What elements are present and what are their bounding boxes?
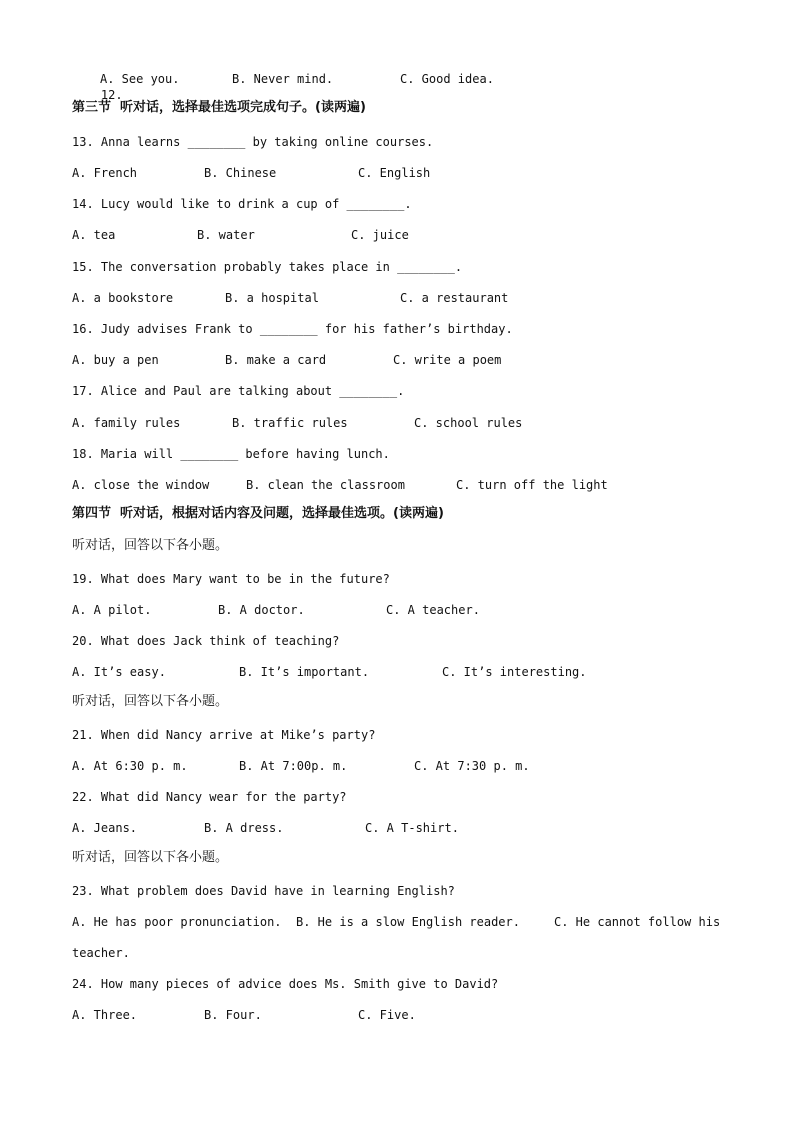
question-22-stem: 22. What did Nancy wear for the party? [72,790,347,804]
option-a: A. tea [72,228,116,242]
question-24-options [72,1007,416,1087]
option-c: C. juice [351,228,409,242]
section-3-heading: 第三节 听对话，选择最佳选项完成句子。(读两遍) [72,100,366,115]
option-a: A. close the window [72,478,210,492]
option-c: C. turn off the light [456,478,608,492]
question-17-stem: 17. Alice and Paul are talking about ________. [72,384,405,398]
question-24-stem: 24. How many pieces of advice does Ms. Smith give to David? [72,977,499,991]
option-b: B. Four. [204,1008,262,1022]
listening-instruction: 听对话，回答以下各小题。 [72,694,229,709]
option-c: C. Good idea. [400,72,494,86]
option-a: A. At 6:30 p. m. [72,759,188,773]
option-c: C. It’s interesting. [442,665,587,679]
question-16-stem: 16. Judy advises Frank to ________ for his father’s birthday. [72,322,513,336]
option-a: A. family rules [72,416,181,430]
listening-instruction: 听对话，回答以下各小题。 [72,538,229,553]
option-a: A. See you. [100,72,180,86]
option-b: B. Never mind. [232,72,334,86]
option-b: B. make a card [225,353,327,367]
option-b: B. a hospital [225,291,319,305]
option-c: C. A teacher. [386,603,480,617]
question-19-stem: 19. What does Mary want to be in the future? [72,572,390,586]
option-a: A. buy a pen [72,353,159,367]
option-a: A. Three. [72,1008,138,1022]
option-b: B. clean the classroom [246,478,405,492]
option-c: C. a restaurant [400,291,509,305]
option-c: C. school rules [414,416,523,430]
option-c: C. A T-shirt. [365,821,459,835]
option-c: C. English [358,166,431,180]
question-18-stem: 18. Maria will ________ before having lunch. [72,447,390,461]
option-b: B. water [197,228,255,242]
listening-instruction: 听对话，回答以下各小题。 [72,850,229,865]
option-b: B. Chinese [204,166,277,180]
question-23-option-c-continued: teacher. [72,946,130,960]
option-c: C. Five. [358,1008,416,1022]
option-b: B. He is a slow English reader. [296,915,520,929]
option-a: A. a bookstore [72,291,174,305]
question-15-stem: 15. The conversation probably takes place in ________. [72,260,463,274]
option-a: A. A pilot. [72,603,152,617]
option-b: B. It’s important. [239,665,370,679]
question-number: 12. [100,88,123,102]
option-c: C. At 7:30 p. m. [414,759,530,773]
option-c: C. write a poem [393,353,502,367]
option-a: A. French [72,166,138,180]
option-b: B. At 7:00p. m. [239,759,348,773]
question-20-stem: 20. What does Jack think of teaching? [72,634,340,648]
question-23-stem: 23. What problem does David have in learning English? [72,884,455,898]
question-21-stem: 21. When did Nancy arrive at Mike’s party? [72,728,376,742]
option-a: A. Jeans. [72,821,138,835]
section-4-heading: 第四节 听对话，根据对话内容及问题，选择最佳选项。(读两遍) [72,506,444,521]
option-c: C. He cannot follow his [554,915,721,929]
option-a: A. He has poor pronunciation. [72,915,282,929]
option-b: B. A doctor. [218,603,305,617]
question-13-stem: 13. Anna learns ________ by taking online courses. [72,135,434,149]
question-14-stem: 14. Lucy would like to drink a cup of ________. [72,197,412,211]
option-a: A. It’s easy. [72,665,166,679]
option-b: B. A dress. [204,821,284,835]
option-b: B. traffic rules [232,416,348,430]
